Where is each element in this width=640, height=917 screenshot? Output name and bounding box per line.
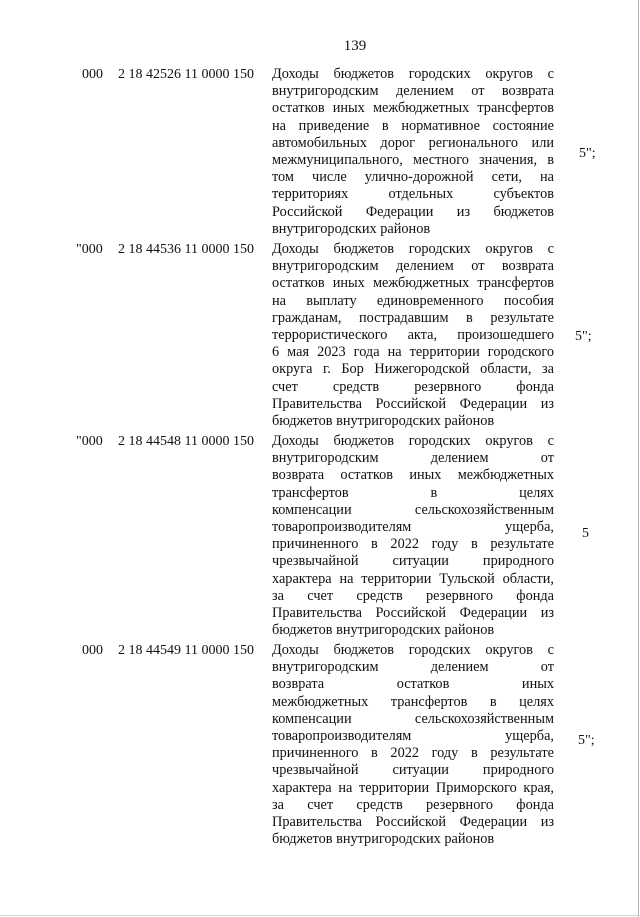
description-line: Доходы бюджетов городских округов с [272,433,554,449]
kbk-code: 2 18 44548 11 0000 150 [118,434,254,449]
description-line: округа г. Бор Нижегородской области, за [272,361,554,378]
admin-code: "000 [76,242,103,257]
description-line: бюджетов внутригородских районов [272,831,495,848]
kbk-code: 2 18 42526 11 0000 150 [118,67,254,82]
entry-value: 5"; [579,146,596,161]
description-line: за счет средств резервного фонда [272,796,554,813]
description-line: остатков иных межбюджетных трансфертов [272,275,554,292]
description-line: внутригородским делением от [272,659,554,676]
description-line: Правительства Российской Федерации из [272,605,554,622]
page-edge-bottom [0,915,640,916]
description-line: остатков иных межбюджетных трансфертов [272,100,554,117]
description-line: межбюджетных трансфертов в целях [272,693,554,710]
kbk-code: 2 18 44549 11 0000 150 [118,643,254,658]
entry-description [272,642,554,848]
description-line: внутригородским делением от [272,450,554,467]
entry-value: 5 [582,526,589,541]
description-line: компенсации сельскохозяйственным [272,710,554,727]
page-number: 139 [343,38,367,54]
description-line: том числе улично-дорожной сети, на [272,169,554,186]
description-line: товаропроизводителям ущерба, [272,519,554,536]
description-line: гражданам, пострадавшим в результате [272,309,554,326]
page-edge-right [638,0,639,917]
description-line: товаропроизводителям ущерба, [272,728,554,745]
description-line: Правительства Российской Федерации из [272,395,554,412]
description-line: бюджетов внутригородских районов [272,413,495,430]
description-line: Российской Федерации из бюджетов [272,203,554,220]
description-line: характера на территории Тульской области, [272,570,554,587]
admin-code: 000 [82,643,103,658]
description-line: на выплату единовременного пособия [272,292,554,309]
description-line: 6 мая 2023 года на территории городского [272,344,554,361]
entry-description [272,433,554,639]
description-line: компенсации сельскохозяйственным [272,501,554,518]
kbk-code: 2 18 44536 11 0000 150 [118,242,254,257]
description-line: возврата остатков иных [272,676,554,693]
description-line: внутригородским делением от возврата [272,258,554,275]
description-line: внутригородским делением от возврата [272,83,554,100]
description-line: счет средств резервного фонда [272,378,554,395]
description-line: Доходы бюджетов городских округов с [272,66,554,82]
description-line: Правительства Российской Федерации из [272,814,554,831]
entry-value: 5"; [578,733,595,748]
description-line: межмуниципального, местного значения, в [272,152,554,169]
description-line: трансфертов в целях [272,484,554,501]
description-line: за счет средств резервного фонда [272,587,554,604]
description-line: внутригородских районов [272,220,431,237]
admin-code: 000 [82,67,103,82]
description-line: террористического акта, произошедшего [272,327,554,344]
description-line: Доходы бюджетов городских округов с [272,241,554,257]
description-line: бюджетов внутригородских районов [272,622,495,639]
description-line: автомобильных дорог регионального или [272,134,554,151]
admin-code: "000 [76,434,103,449]
description-line: причиненного в 2022 году в результате [272,536,554,553]
description-line: чрезвычайной ситуации природного [272,762,554,779]
description-line: возврата остатков иных межбюджетных [272,467,554,484]
description-line: характера на территории Приморского края, [272,779,554,796]
description-line: причиненного в 2022 году в результате [272,745,554,762]
description-line: Доходы бюджетов городских округов с [272,642,554,658]
entry-value: 5"; [575,329,592,344]
description-line: чрезвычайной ситуации природного [272,553,554,570]
description-line: территориях отдельных субъектов [272,186,554,203]
description-line: на приведение в нормативное состояние [272,117,554,134]
entry-description [272,66,554,238]
entry-description [272,241,554,430]
